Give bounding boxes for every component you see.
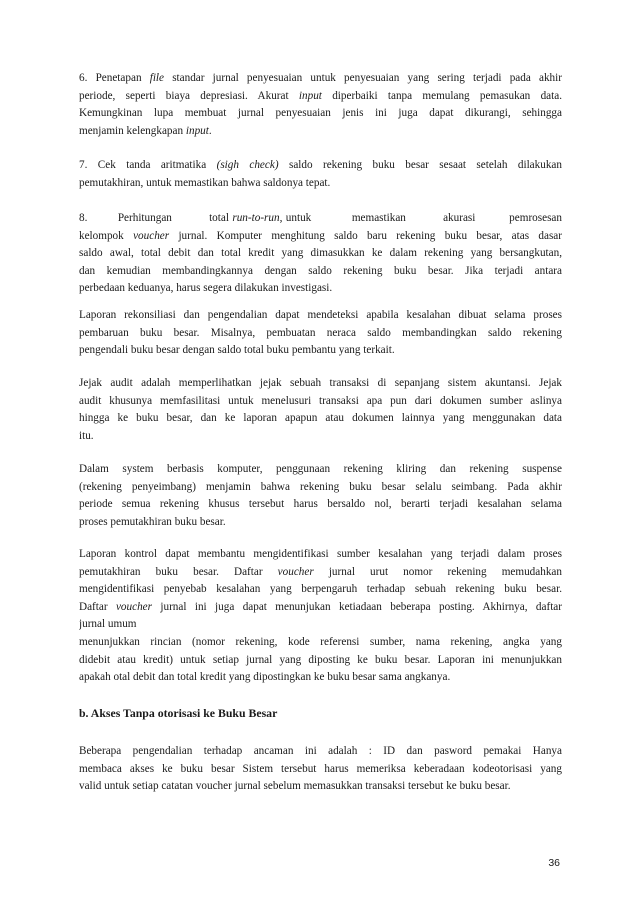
text-line: pembaruan buku besar. Misalnya, pembuatan neraca saldo membandingkan saldo rekening (79, 326, 562, 339)
text-line: mengidentifikasi penyebab kesalahan yang berpengaruh terhadap sebuah rekening buku besar. (79, 583, 562, 596)
text-line: Laporan kontrol dapat membantu mengidentifikasi sumber kesalahan yang terjadi dalam proses (79, 548, 562, 560)
text-line: (rekening penyeimbang) menjamin bahwa rekening buku besar selalu seimbang. Pada akhir (79, 480, 562, 493)
text-line: saldo awal, total debit dan total kredit yang dimasukkan ke dalam rekening yang bersangkutan, (79, 247, 562, 260)
text-line: 6. Penetapan file standar jurnal penyesuaian untuk penyesuaian yang sering terjadi pada akhir (79, 72, 562, 84)
text-line: Laporan rekonsiliasi dan pengendalian dapat mendeteksi apabila kesalahan dibuat selama proses (79, 309, 562, 321)
text-line: Beberapa pengendalian terhadap ancaman ini adalah : ID dan pasword pemakai Hanya (79, 745, 562, 757)
text-line: menjamin kelengkapan input. (79, 124, 212, 137)
text-line: periode semua rekening khusus tersebut harus bersaldo nol, berarti terjadi kesalahan selama (79, 498, 562, 511)
page-number: 36 (548, 857, 560, 869)
text-line: didebit atau kredit) untuk setiap jurnal yang diposting ke buku besar. Laporan ini menunjukkan (79, 653, 562, 666)
text-line: itu. (79, 429, 94, 442)
text-line: pemutakhiran buku besar. Daftar voucher jurnal urut nomor rekening memudahkan (79, 565, 562, 578)
text-line: Daftar voucher jurnal ini juga dapat menunjukan ketiadaan beberapa posting. Akhirnya, daftar (79, 600, 562, 613)
text-line: Kemungkinan lupa membuat jurnal penyesuaian jenis ini juga dapat dikurangi, sehingga (79, 107, 562, 120)
text-line: proses pemutakhiran buku besar. (79, 515, 226, 528)
paragraph-13 (79, 634, 562, 687)
text-line: dan kemudian membandingkannya dengan saldo rekening buku besar. Jika terjadi antara (79, 264, 562, 277)
text-line: Jejak audit adalah memperlihatkan jejak sebuah transaksi di sepanjang sistem akuntansi. Jejak (79, 377, 562, 389)
section-heading: b. Akses Tanpa otorisasi ke Buku Besar (79, 706, 278, 720)
text-line: apakah otal debit dan total kredit yang dipostingkan ke buku besar sama angkanya. (79, 671, 451, 684)
text-line: membaca akses ke buku besar Sistem tersebut harus memeriksa keberadaan kodeotorisasi yang (79, 762, 562, 775)
text-line: audit khusunya memfasilitasi untuk menelusuri transaksi apa pun dari dokumen sumber aslinya (79, 394, 562, 407)
text-line: hingga ke buku besar, dan ke laporan apapun atau dokumen lainnya yang menggunakan data (79, 412, 562, 425)
text-line: menunjukkan rincian (nomor rekening, kode referensi sumber, nama rekening, angka yang (79, 636, 562, 648)
text-line: periode, seperti biaya depresiasi. Akurat input diperbaiki tanpa memulang pemasukan data. (79, 89, 562, 102)
paragraph-10 (79, 375, 562, 445)
text-line: pemutakhiran, untuk memastikan bahwa saldonya tepat. (79, 176, 331, 189)
paragraph-8 (79, 210, 562, 298)
text-line: Dalam system berbasis komputer, penggunaan rekening kliring dan rekening suspense (79, 463, 562, 475)
paragraph-12 (79, 546, 562, 634)
text-line: 8. Perhitungan total run-to-run, untuk memastikan akurasi pemrosesan (79, 212, 562, 224)
text-line: kelompok voucher jurnal. Komputer menghitung saldo baru rekening buku besar, atas dasar (79, 229, 562, 242)
text-line: 7. Cek tanda aritmatika (sigh check) saldo rekening buku besar sesaat setelah dilakukan (79, 159, 562, 171)
text-line: perbedaan keduanya, harus segera dilakukan investigasi. (79, 282, 333, 295)
paragraph-7 (79, 157, 562, 192)
text-line: valid untuk setiap catatan voucher jurnal sebelum memasukkan transaksi tersebut ke buku besar. (79, 780, 511, 793)
text-line: pengendali buku besar dengan saldo total buku pembantu yang terkait. (79, 344, 395, 357)
paragraph-14 (79, 743, 562, 796)
paragraph-11 (79, 461, 562, 531)
paragraph-6 (79, 70, 562, 140)
paragraph-9 (79, 307, 562, 360)
text-line: jurnal umum (79, 618, 137, 631)
